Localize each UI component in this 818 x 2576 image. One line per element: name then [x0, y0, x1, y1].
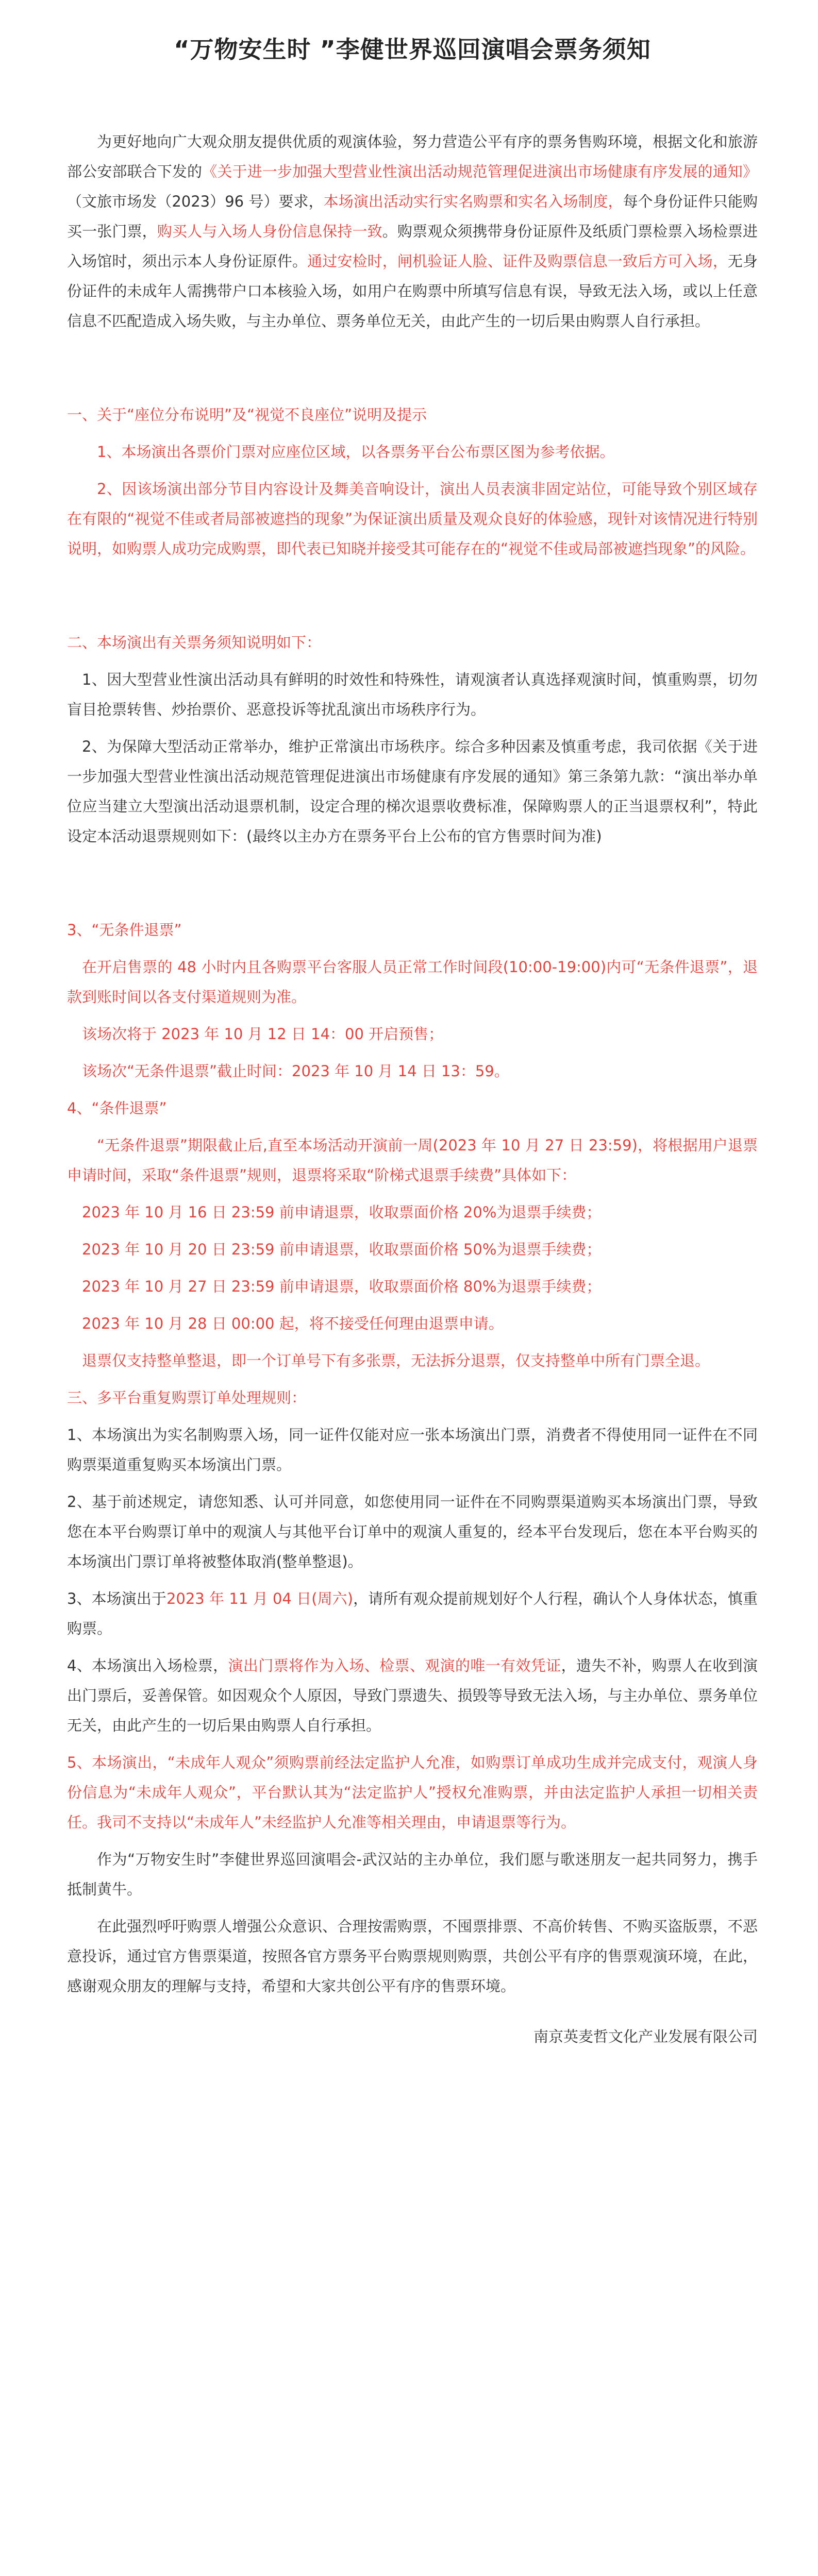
section4-intro — [67, 1130, 758, 1190]
section4-heading: 4、“条件退票” — [67, 1099, 167, 1117]
section3-heading: 3、“无条件退票” — [67, 921, 182, 939]
show-date: 2023 年 11 月 04 日(周六) — [166, 1590, 354, 1607]
section5-heading: 三、多平台重复购票订单处理规则： — [67, 1389, 307, 1406]
intro-notice-link: 《关于进一步加强大型营业性演出活动规范管理促进演出市场健康有序发展的通知》 — [202, 163, 758, 180]
intro-text-d: 。购票观众须携带身份证原件及纸质门票检票入场检票进入场馆时，须出示本人身份证原件。 — [67, 223, 758, 270]
notice-document — [67, 31, 758, 2052]
section2-item-1: 1、因大型营业性演出活动具有鲜明的时效性和特殊性，请观演者认真选择观演时间，慎重购票，切勿盲目抢票转售、炒抬票价、恶意投诉等扰乱演出市场秩序行为。 — [67, 671, 758, 718]
intro-text-a: 为更好地向广大观众朋友提供优质的观演体验，努力营造公平有序的票务售购环境，根据文化和旅游部公安部联合下发的 — [67, 133, 758, 180]
section5-item-3-b: ，请所有观众提前规划好个人行程，确认个人身体状态，慎重购票。 — [67, 1590, 758, 1637]
intro-text-e: 无身份证件的未成年人需携带户口本核验入场，如用户在购票中所填写信息有误，导致无法入场，或以上任意信息不匹配造成入场失败，与主办单位、票务单位无关，由此产生的一切后果由购票人自行承担。 — [67, 252, 758, 330]
section3-line-2: 该场次将于 2023 年 10 月 12 日 14：00 开启预售； — [82, 1025, 444, 1043]
section5-item-4-a: 4、本场演出入场检票， — [67, 1657, 228, 1674]
section4-note: 退票仅支持整单整退，即一个订单号下有多张票，无法拆分退票，仅支持整单中所有门票全退。 — [82, 1352, 710, 1369]
section5-item-2: 2、基于前述规定，请您知悉、认可并同意，如您使用同一证件在不同购票渠道购买本场演出门票，导致您在本平台购票订单中的观演人与其他平台订单中的观演人重复的，经本平台发现后，您在本平台购买的本场演出门票订单将被整体取消(整单整退)。 — [67, 1493, 758, 1570]
section2-heading: 二、本场演出有关票务须知说明如下： — [67, 634, 322, 651]
intro-identity-rule: 购买人与入场人身份信息保持一致 — [157, 223, 382, 240]
section1-item-2: 2、因该场演出部分节目内容设计及舞美音响设计，演出人员表演非固定站位，可能导致个别区域存在有限的“视觉不佳或者局部被遮挡的现象”为保证演出质量及观众良好的体验感，现针对该情况进行特别说明，如购票人成功完成购票，即代表已知晓并接受其可能存在的“视觉不佳或局部被遮挡现象”的风险。 — [67, 480, 758, 557]
section4-intro-b: 退票将采取“阶梯式退票手续费” — [292, 1166, 502, 1184]
closing-paragraph-2: 在此强烈呼吁购票人增强公众意识、合理按需购票，不囤票排票、不高价转售、不购买盗版票，不恶意投诉，通过官方售票渠道，按照各官方票务平台购票规则购票，共创公平有序的售票观演环境，在此，感谢观众朋友的理解与支持，希望和大家共创公平有序的售票环境。 — [67, 1918, 758, 1995]
section4-intro-tail: 具体如下： — [502, 1166, 577, 1184]
section5-item-3-a: 3、本场演出于 — [67, 1590, 166, 1607]
section5-item-5: 5、本场演出，“未成年人观众”须购票前经法定监护人允准，如购票订单成功生成并完成支付，观演人身份信息为“未成年人观众”，平台默认其为“法定监护人”授权允准购票，并由法定监护人承担一切相关责任。我司不支持以“未成年人”未经监护人允准等相关理由，申请退票等行为。 — [67, 1754, 758, 1831]
company-signature: 南京英麦哲文化产业发展有限公司 — [533, 2028, 758, 2045]
refund-tier: 2023 年 10 月 27 日 23:59 前申请退票，收取票面价格 80%为退票手续费； — [82, 1278, 602, 1295]
section5-item-4 — [67, 1651, 758, 1740]
section1-heading: 一、关于“座位分布说明”及“视觉不良座位”说明及提示 — [67, 406, 427, 423]
section5-item-4-b: ，遗失不补，购票人在收到演出门票后，妥善保管。如因观众个人原因，导致门票遗失、损毁等导致无法入场，与主办单位、票务单位无关，由此产生的一切后果由购票人自行承担。 — [67, 1657, 758, 1734]
section3-line-3: 该场次“无条件退票”截止时间：2023 年 10 月 14 日 13：59。 — [82, 1062, 509, 1080]
intro-realname-rule: 本场演出活动实行实名购票和实名入场制度， — [323, 193, 623, 210]
refund-tier: 2023 年 10 月 28 日 00:00 起，将不接受任何理由退票申请。 — [82, 1315, 504, 1332]
closing-paragraph-1: 作为“万物安生时”李健世界巡回演唱会-武汉站的主办单位，我们愿与歌迷朋友一起共同努力，携手抵制黄牛。 — [67, 1851, 758, 1898]
section1-item-1: 1、本场演出各票价门票对应座位区域，以各票务平台公布票区图为参考依据。 — [97, 443, 615, 461]
section4-intro-a: “无条件退票”期限截止后,直至本场活动开演前一周(2023 年 10 月 27 日 23:59)，将根据用户退票申请时间，采取“条件退票”规则， — [67, 1137, 758, 1184]
intro-text-b: （文旅市场发（2023）96 号）要求， — [67, 193, 324, 210]
intro-text-c: 每个身份证件只能购买一张门票， — [67, 193, 758, 240]
section2-item-2: 2、为保障大型活动正常举办，维护正常演出市场秩序。综合多种因素及慎重考虑，我司依据《关于进一步加强大型营业性演出活动规范管理促进演出市场健康有序发展的通知》第三条第九款：“演出举办单位应当建立大型演出活动退票机制，设定合理的梯次退票收费标准，保障购票人的正当退票权利”，特此设定本活动退票规则如下：(最终以主办方在票务平台上公布的官方售票时间为准) — [67, 738, 758, 845]
refund-tier: 2023 年 10 月 16 日 23:59 前申请退票，收取票面价格 20%为退票手续费； — [82, 1204, 602, 1221]
ticket-validity-rule: 演出门票将作为入场、检票、观演的唯一有效凭证 — [228, 1657, 561, 1674]
section5-item-1: 1、本场演出为实名制购票入场，同一证件仅能对应一张本场演出门票，消费者不得使用同一证件在不同购票渠道重复购买本场演出门票。 — [67, 1426, 758, 1473]
section5-item-3 — [67, 1584, 758, 1643]
section3-line-1: 在开启售票的 48 小时内且各购票平台客服人员正常工作时间段(10:00-19:00)内可“无条件退票”，退款到账时间以各支付渠道规则为准。 — [67, 958, 758, 1006]
page-title: “万物安生时 ”李健世界巡回演唱会票务须知 — [174, 36, 651, 63]
intro-paragraph — [67, 127, 758, 336]
intro-security-rule: 通过安检时，闸机验证人脸、证件及购票信息一致后方可入场， — [307, 252, 728, 270]
refund-tier: 2023 年 10 月 20 日 23:59 前申请退票，收取票面价格 50%为退票手续费； — [82, 1241, 602, 1258]
